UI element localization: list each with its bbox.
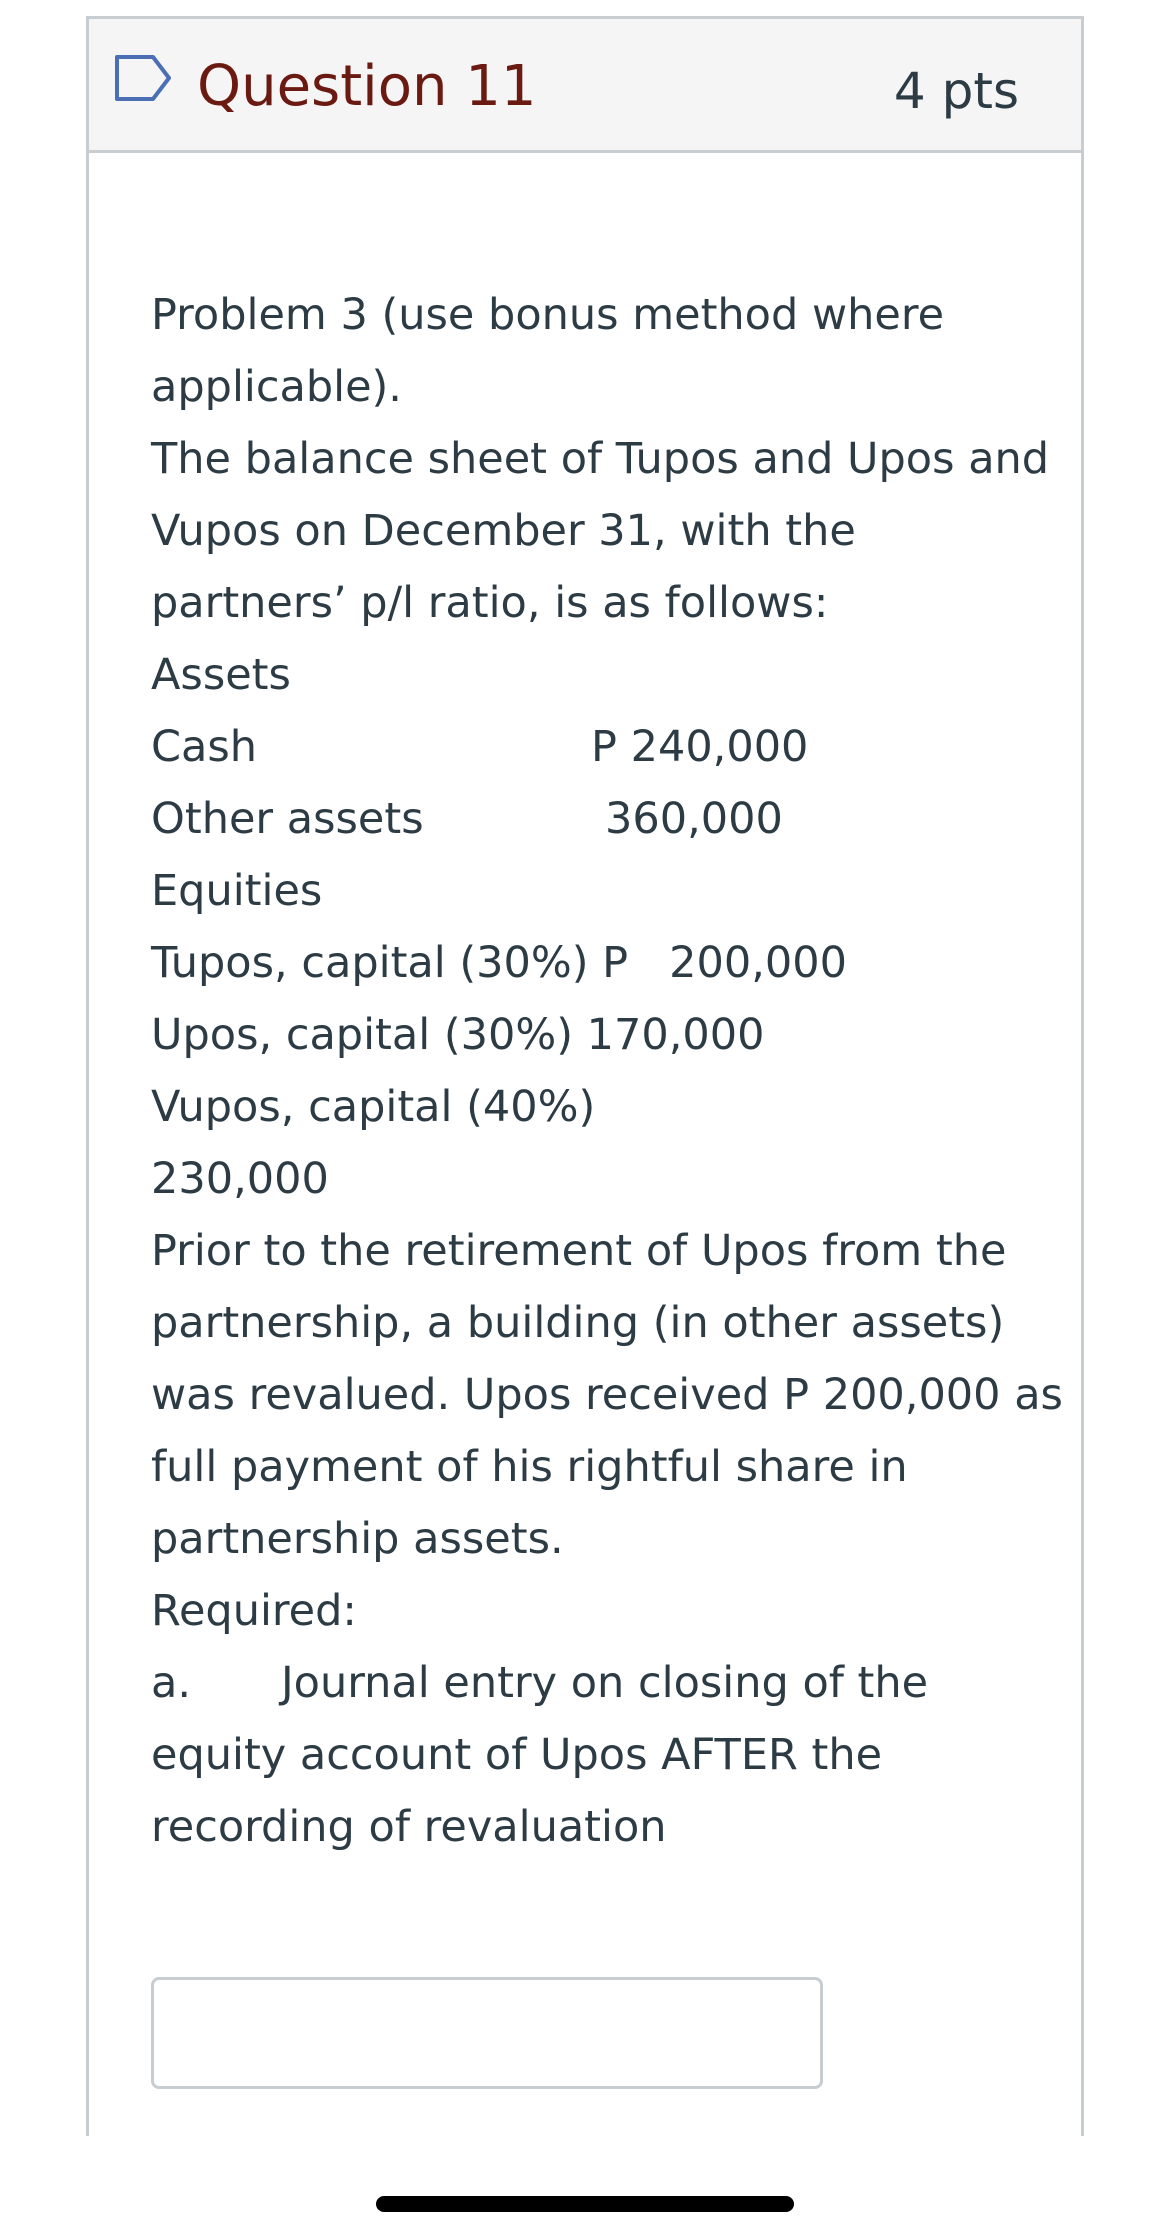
upos-capital-row: Upos, capital (30%) 170,000 — [151, 1010, 765, 1060]
required-heading: Required: — [151, 1586, 357, 1636]
answer-input[interactable] — [151, 1977, 823, 2089]
text-line: recording of revaluation — [151, 1802, 667, 1852]
other-assets-row — [151, 783, 1051, 855]
text-line: equity account of Upos AFTER the — [151, 1730, 883, 1780]
cash-amount: P 240,000 — [591, 722, 809, 772]
text-line: Prior to the retirement of Upos from the — [151, 1226, 1007, 1276]
cash-row — [151, 711, 1051, 783]
vupos-capital-amount: 230,000 — [151, 1154, 329, 1204]
text-line: partnership, a building (in other assets) — [151, 1298, 1005, 1348]
text-line: partners’ p/l ratio, is as follows: — [151, 578, 829, 628]
item-a-row — [151, 1647, 1051, 1719]
question-text — [151, 279, 1063, 1863]
vupos-capital-row: Vupos, capital (40%) — [151, 1082, 596, 1132]
question-title: Question 11 — [197, 54, 537, 119]
text-line: Problem 3 (use bonus method where — [151, 290, 945, 340]
item-a-text: Journal entry on closing of the — [281, 1658, 929, 1708]
text-line: was revalued. Upos received P 200,000 as — [151, 1370, 1063, 1420]
text-line: Vupos on December 31, with the — [151, 506, 856, 556]
equities-heading: Equities — [151, 866, 323, 916]
text-line: applicable). — [151, 362, 402, 412]
text-line: full payment of his rightful share in — [151, 1442, 908, 1492]
other-assets-amount: 360,000 — [605, 794, 783, 844]
item-a-marker: a. — [151, 1658, 192, 1708]
question-card — [86, 16, 1084, 2136]
question-points: 4 pts — [893, 62, 1019, 120]
text-line: partnership assets. — [151, 1514, 564, 1564]
text-line: The balance sheet of Tupos and Upos and — [151, 434, 1050, 484]
assets-heading: Assets — [151, 650, 291, 700]
question-header — [89, 19, 1081, 153]
tupos-capital-row: Tupos, capital (30%) P 200,000 — [151, 938, 847, 988]
bookmark-flag-icon[interactable] — [113, 53, 175, 103]
home-indicator[interactable] — [376, 2196, 794, 2212]
other-assets-label: Other assets — [151, 794, 424, 844]
cash-label: Cash — [151, 722, 258, 772]
